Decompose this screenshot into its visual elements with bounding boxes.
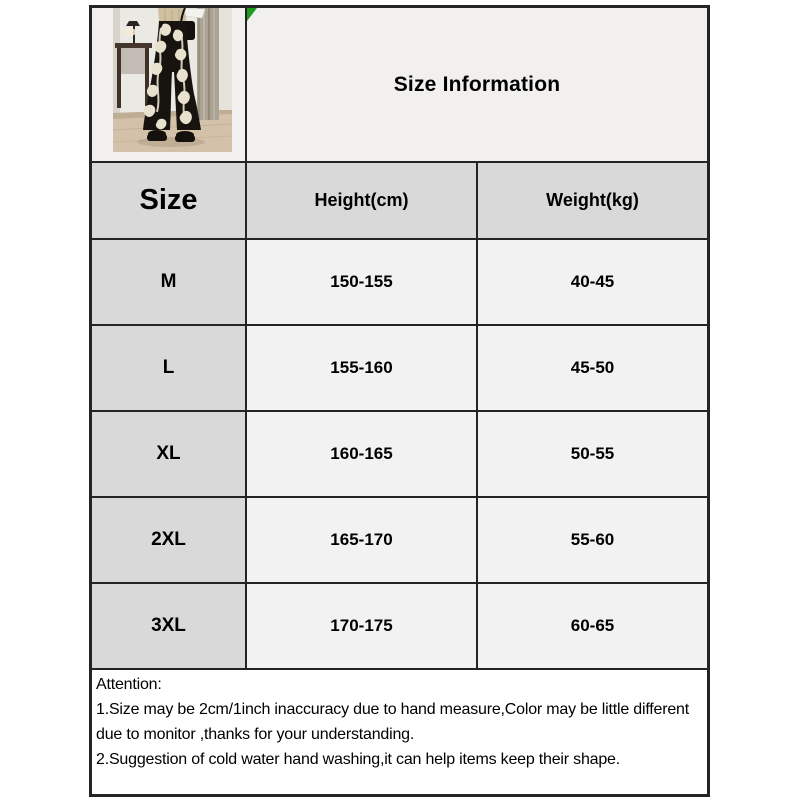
size-label: XL [92,412,247,496]
size-label: 2XL [92,498,247,582]
size-information-header [247,8,707,161]
height-value: 160-165 [247,412,478,496]
green-corner-marker-icon [247,8,257,21]
attention-section [92,670,707,794]
height-value: 155-160 [247,326,478,410]
product-photo [113,8,232,152]
table-row-3xl [92,584,707,670]
size-label: 3XL [92,584,247,668]
height-value: 150-155 [247,240,478,324]
product-photo-cell [92,8,247,161]
table-row-l [92,326,707,412]
weight-value: 50-55 [478,412,707,496]
attention-note-1: 1.Size may be 2cm/1inch inaccuracy due to hand measure,Color may be little different due to monitor ,thanks for your understanding. [96,701,689,743]
height-value: 165-170 [247,498,478,582]
column-header-size: Size [92,163,247,238]
weight-value: 40-45 [478,240,707,324]
table-row-m [92,240,707,326]
column-header-weight: Weight(kg) [478,163,707,238]
size-chart-table [89,5,710,797]
attention-note-2: 2.Suggestion of cold water hand washing,it can help items keep their shape. [96,751,621,768]
top-row [92,8,707,163]
weight-value: 45-50 [478,326,707,410]
table-row-2xl [92,498,707,584]
column-header-row [92,163,707,240]
height-value: 170-175 [247,584,478,668]
attention-heading: Attention: [96,676,162,693]
weight-value: 55-60 [478,498,707,582]
table-row-xl [92,412,707,498]
size-label: L [92,326,247,410]
size-label: M [92,240,247,324]
weight-value: 60-65 [478,584,707,668]
column-header-height: Height(cm) [247,163,478,238]
page-title: Size Information [393,72,561,96]
